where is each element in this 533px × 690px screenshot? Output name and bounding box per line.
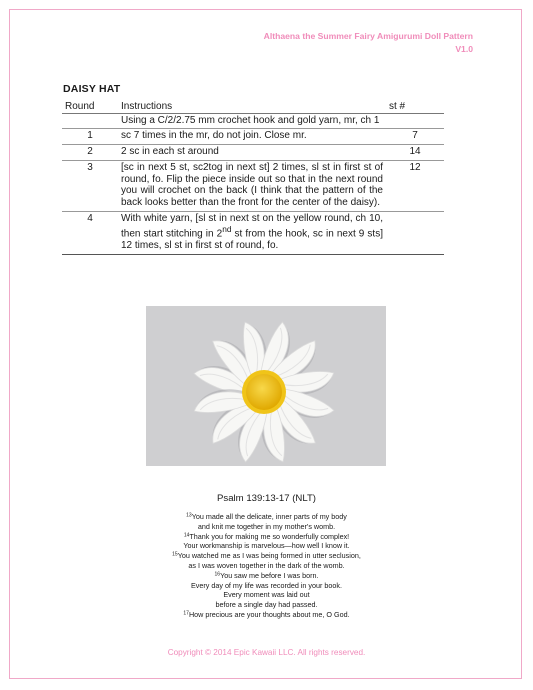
instructions-cell: [sc in next 5 st, sc2tog in next st] 2 times, sl st in first st of round, fo. Flip the piece inside out so that in the next round you will crochet on the back (I think that the pattern of the back looks better than the front for the center of the daisy). — [118, 160, 386, 211]
instructions-cell: sc 7 times in the mr, do not join. Close mr. — [118, 129, 386, 145]
header-title: Althaena the Summer Fairy Amigurumi Doll Pattern — [263, 31, 473, 41]
verse-line — [0, 551, 533, 561]
verse-line — [0, 561, 533, 571]
verse-line — [0, 571, 533, 581]
verse-line-text: Every moment was laid out — [223, 590, 310, 600]
instructions-text: st from the hook, sc in next 9 sts] 12 times, sl st in first st of round, fo. — [121, 228, 383, 252]
column-header-stitches: st # — [386, 100, 444, 113]
round-cell: 1 — [62, 129, 118, 145]
verse-number: 17 — [183, 610, 189, 617]
verse-title: Psalm 139:13-17 (NLT) — [217, 493, 316, 504]
round-cell: 2 — [62, 145, 118, 161]
stitches-cell — [386, 113, 444, 129]
instructions-cell: Using a C/2/2.75 mm crochet hook and gold yarn, mr, ch 1 — [118, 113, 386, 129]
verse-number: 15 — [172, 551, 178, 558]
daisy-center — [246, 374, 282, 410]
daisy-photo — [146, 306, 386, 466]
verse-line — [0, 581, 533, 591]
verse-text — [0, 512, 533, 620]
instructions-text: With white yarn, [sl st in next st on the yellow round, ch 10, then start stitching in 2 — [121, 212, 383, 240]
verse-line — [0, 600, 533, 610]
stitches-cell: 14 — [386, 145, 444, 161]
verse-line — [0, 590, 533, 600]
daisy-illustration — [146, 306, 386, 466]
verse-line — [0, 522, 533, 532]
column-header-round: Round — [62, 100, 118, 113]
stitches-cell: 7 — [386, 129, 444, 145]
verse-number: 13 — [186, 512, 192, 519]
table-row — [62, 160, 444, 211]
verse-line-text: and knit me together in my mother's womb. — [197, 521, 336, 531]
stitches-cell: 12 — [386, 160, 444, 211]
verse-line-text: You made all the delicate, inner parts of my body — [191, 512, 347, 521]
verse-line-text: Every day of my life was recorded in your book. — [190, 580, 342, 590]
verse-line-text: Your workmanship is marvelous—how well I know it. — [183, 541, 350, 551]
table-row — [62, 145, 444, 161]
verse-line-text: You watched me as I was being formed in utter seclusion, — [177, 551, 361, 561]
verse-line-text: You saw me before I was born. — [220, 570, 319, 580]
verse-line — [0, 541, 533, 551]
verse-line — [0, 512, 533, 522]
table-row — [62, 113, 444, 129]
column-header-instructions: Instructions — [118, 100, 386, 113]
verse-number: 14 — [183, 532, 190, 539]
verse-number: 16 — [214, 571, 221, 578]
instructions-cell — [118, 211, 386, 254]
ordinal-suffix: nd — [222, 224, 232, 235]
copyright-footer: Copyright © 2014 Epic Kawaii LLC. All rights reserved. — [167, 648, 366, 657]
header-version: V1.0 — [455, 44, 473, 54]
table-header-row — [62, 100, 444, 113]
pattern-table — [62, 100, 444, 255]
verse-line — [0, 532, 533, 542]
verse-line-text: Thank you for making me so wonderfully complex! — [189, 531, 350, 541]
section-title: DAISY HAT — [63, 83, 121, 95]
verse-line-text: before a single day had passed. — [215, 600, 318, 610]
round-cell: 3 — [62, 160, 118, 211]
page-header — [264, 30, 473, 56]
round-cell — [62, 113, 118, 129]
verse-line-text: How precious are your thoughts about me, O God. — [188, 609, 350, 619]
verse-line-text: as I was woven together in the dark of the womb. — [188, 560, 345, 570]
table-row — [62, 211, 444, 254]
round-cell: 4 — [62, 211, 118, 254]
table-row — [62, 129, 444, 145]
stitches-cell — [386, 211, 444, 254]
verse-line — [0, 610, 533, 620]
instructions-cell: 2 sc in each st around — [118, 145, 386, 161]
